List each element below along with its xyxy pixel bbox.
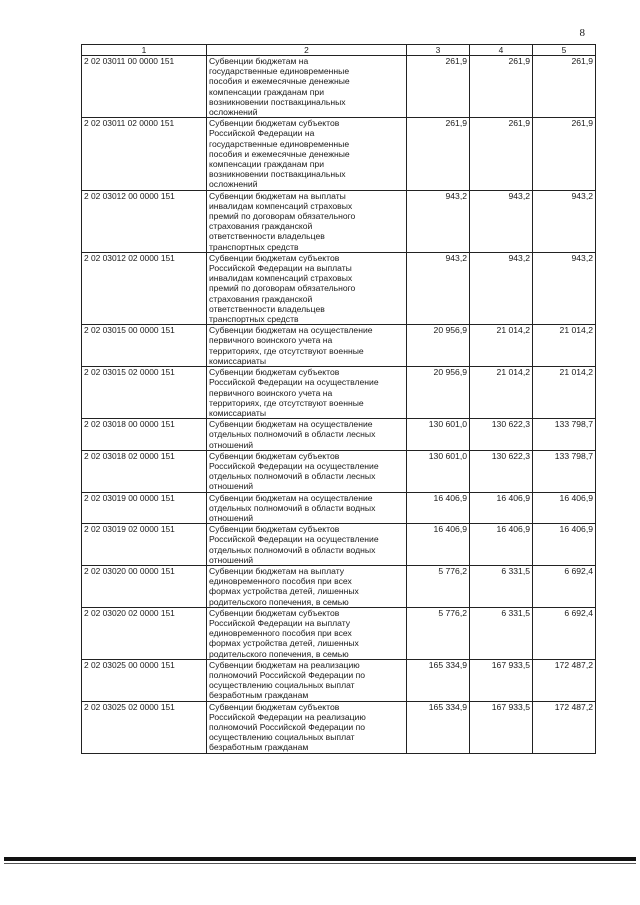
table-row — [82, 524, 596, 566]
budget-code: 2 02 03025 02 0000 151 — [82, 701, 207, 753]
income-name — [207, 524, 407, 566]
amount-v3: 261,9 — [407, 56, 470, 118]
income-name-line: Субвенции бюджетам на реализацию — [209, 659, 360, 670]
page-number: 8 — [579, 27, 585, 39]
table-body — [82, 56, 596, 754]
table-row — [82, 190, 596, 252]
income-name — [207, 492, 407, 524]
bottom-border-line-thin — [4, 863, 636, 864]
income-name-line: безработным гражданам — [209, 690, 309, 701]
amount-v4: 16 406,9 — [470, 492, 533, 524]
table-row — [82, 701, 596, 753]
income-name-line: отдельных полномочий в области водных — [209, 544, 376, 555]
amount-v5: 6 692,4 — [533, 607, 596, 659]
income-name-line: Субвенции бюджетам на выплаты — [209, 190, 346, 201]
amount-v3: 5 776,2 — [407, 565, 470, 607]
amount-v4: 167 933,5 — [470, 701, 533, 753]
income-name-line: Субвенции бюджетам на — [209, 56, 309, 66]
income-name-line: отдельных полномочий в области лесных — [209, 471, 376, 482]
income-name — [207, 367, 407, 419]
column-header: 3 — [407, 45, 470, 56]
amount-v3: 20 956,9 — [407, 325, 470, 367]
income-name-line: комиссариаты — [209, 407, 267, 418]
column-number-row — [82, 45, 596, 56]
budget-code: 2 02 03025 00 0000 151 — [82, 659, 207, 701]
income-name-line: осуществлению социальных выплат — [209, 732, 355, 743]
income-name-line: государственные единовременные — [209, 66, 350, 77]
table-row — [82, 565, 596, 607]
income-name-line: премий по договорам обязательного — [209, 283, 356, 294]
table-row — [82, 56, 596, 118]
income-name-line: Субвенции бюджетам на осуществление — [209, 325, 373, 336]
amount-v4: 21 014,2 — [470, 325, 533, 367]
table-row — [82, 252, 596, 324]
income-name-line: Российской Федерации на осуществление — [209, 377, 379, 388]
amount-v4: 167 933,5 — [470, 659, 533, 701]
income-name — [207, 450, 407, 492]
income-name-line: Субвенции бюджетам на осуществление — [209, 419, 373, 430]
amount-v3: 5 776,2 — [407, 607, 470, 659]
amount-v5: 261,9 — [533, 118, 596, 190]
amount-v3: 943,2 — [407, 252, 470, 324]
income-name-line: полномочий Российской Федерации по — [209, 669, 366, 680]
amount-v5: 943,2 — [533, 190, 596, 252]
income-name-line: государственные единовременные — [209, 138, 350, 149]
income-name-line: Субвенции бюджетам субъектов — [209, 701, 340, 712]
column-header: 5 — [533, 45, 596, 56]
budget-code: 2 02 03015 02 0000 151 — [82, 367, 207, 419]
income-name-line: осложнений — [209, 107, 258, 118]
income-name — [207, 607, 407, 659]
income-name-line: инвалидам компенсаций страховых — [209, 273, 353, 284]
income-name-line: отношений — [209, 439, 254, 450]
income-name — [207, 659, 407, 701]
income-name-line: транспортных средств — [209, 314, 299, 325]
amount-v3: 130 601,0 — [407, 450, 470, 492]
income-name-line: родительского попечения, в семью — [209, 648, 349, 659]
income-name-line: Субвенции бюджетам субъектов — [209, 607, 340, 618]
table-row — [82, 367, 596, 419]
income-name-line: инвалидам компенсаций страховых — [209, 200, 353, 211]
income-name-line: отдельных полномочий в области лесных — [209, 429, 376, 440]
income-name — [207, 701, 407, 753]
bottom-border-line — [4, 857, 636, 861]
income-name-line: Российской Федерации на — [209, 128, 315, 139]
table-row — [82, 492, 596, 524]
budget-table — [81, 44, 596, 754]
income-name-line: Российской Федерации на выплаты — [209, 263, 352, 274]
amount-v3: 20 956,9 — [407, 367, 470, 419]
income-name-line: территориях, где отсутствуют военные — [209, 345, 364, 356]
table-row — [82, 118, 596, 190]
income-name — [207, 56, 407, 118]
income-name-line: Российской Федерации на осуществление — [209, 534, 379, 545]
amount-v4: 6 331,5 — [470, 565, 533, 607]
income-name-line: Субвенции бюджетам субъектов — [209, 524, 340, 535]
amount-v4: 16 406,9 — [470, 524, 533, 566]
income-name — [207, 252, 407, 324]
table-row — [82, 607, 596, 659]
income-name-line: Российской Федерации на осуществление — [209, 460, 379, 471]
amount-v4: 21 014,2 — [470, 367, 533, 419]
amount-v5: 261,9 — [533, 56, 596, 118]
amount-v3: 165 334,9 — [407, 701, 470, 753]
income-name-line: Российской Федерации на выплату — [209, 617, 351, 628]
column-header: 1 — [82, 45, 207, 56]
income-name-line: возникновении поствакцинальных — [209, 169, 346, 180]
income-name-line: Субвенции бюджетам на осуществление — [209, 492, 373, 503]
amount-v5: 21 014,2 — [533, 367, 596, 419]
income-name-line: Российской Федерации на реализацию — [209, 711, 366, 722]
income-name-line: отношений — [209, 554, 254, 565]
amount-v5: 21 014,2 — [533, 325, 596, 367]
income-name-line: транспортных средств — [209, 241, 299, 252]
budget-code: 2 02 03020 02 0000 151 — [82, 607, 207, 659]
amount-v4: 130 622,3 — [470, 450, 533, 492]
income-name-line: отношений — [209, 481, 254, 492]
table-row — [82, 450, 596, 492]
amount-v5: 133 798,7 — [533, 450, 596, 492]
amount-v5: 943,2 — [533, 252, 596, 324]
income-name — [207, 118, 407, 190]
income-name — [207, 190, 407, 252]
income-name-line: возникновении поствакцинальных — [209, 96, 346, 107]
income-name-line: Субвенции бюджетам субъектов — [209, 252, 340, 263]
income-name-line: первичного воинского учета на — [209, 387, 333, 398]
budget-code: 2 02 03011 00 0000 151 — [82, 56, 207, 118]
income-name-line: отношений — [209, 512, 254, 523]
amount-v5: 172 487,2 — [533, 659, 596, 701]
income-name-line: ответственности владельцев — [209, 231, 325, 242]
amount-v4: 261,9 — [470, 56, 533, 118]
income-name-line: компенсации гражданам при — [209, 86, 325, 97]
budget-code: 2 02 03019 00 0000 151 — [82, 492, 207, 524]
amount-v5: 133 798,7 — [533, 419, 596, 451]
income-name-line: единовременного пособия при всех — [209, 628, 352, 639]
amount-v5: 172 487,2 — [533, 701, 596, 753]
amount-v5: 16 406,9 — [533, 524, 596, 566]
column-header: 2 — [207, 45, 407, 56]
income-name-line: Субвенции бюджетам на выплату — [209, 565, 345, 576]
income-name-line: формах устройства детей, лишенных — [209, 638, 359, 649]
amount-v5: 6 692,4 — [533, 565, 596, 607]
income-name-line: страхования гражданской — [209, 293, 313, 304]
amount-v4: 6 331,5 — [470, 607, 533, 659]
table-row — [82, 419, 596, 451]
budget-code: 2 02 03011 02 0000 151 — [82, 118, 207, 190]
budget-code: 2 02 03012 02 0000 151 — [82, 252, 207, 324]
income-name-line: осложнений — [209, 179, 258, 190]
budget-code: 2 02 03019 02 0000 151 — [82, 524, 207, 566]
amount-v3: 943,2 — [407, 190, 470, 252]
income-name-line: полномочий Российской Федерации по — [209, 722, 366, 732]
income-name-line: первичного воинского учета на — [209, 335, 333, 346]
income-name-line: комиссариаты — [209, 355, 267, 366]
income-name-line: безработным гражданам — [209, 742, 309, 753]
income-name-line: единовременного пособия при всех — [209, 576, 352, 587]
income-name-line: пособия и ежемесячные денежные — [209, 76, 350, 87]
amount-v4: 943,2 — [470, 252, 533, 324]
income-name-line: формах устройства детей, лишенных — [209, 586, 359, 597]
budget-code: 2 02 03020 00 0000 151 — [82, 565, 207, 607]
amount-v5: 16 406,9 — [533, 492, 596, 524]
budget-code: 2 02 03015 00 0000 151 — [82, 325, 207, 367]
budget-code: 2 02 03012 00 0000 151 — [82, 190, 207, 252]
amount-v4: 943,2 — [470, 190, 533, 252]
income-name-line: страхования гражданской — [209, 221, 313, 232]
amount-v3: 16 406,9 — [407, 524, 470, 566]
income-name — [207, 565, 407, 607]
table-row — [82, 325, 596, 367]
income-name-line: отдельных полномочий в области водных — [209, 502, 376, 513]
amount-v3: 165 334,9 — [407, 659, 470, 701]
income-name — [207, 419, 407, 451]
income-name — [207, 325, 407, 367]
amount-v3: 261,9 — [407, 118, 470, 190]
table-row — [82, 659, 596, 701]
column-header: 4 — [470, 45, 533, 56]
income-name-line: родительского попечения, в семью — [209, 596, 349, 607]
income-name-line: компенсации гражданам при — [209, 159, 325, 170]
budget-code: 2 02 03018 02 0000 151 — [82, 450, 207, 492]
amount-v4: 130 622,3 — [470, 419, 533, 451]
amount-v3: 130 601,0 — [407, 419, 470, 451]
income-name-line: Субвенции бюджетам субъектов — [209, 367, 340, 378]
budget-code: 2 02 03018 00 0000 151 — [82, 419, 207, 451]
income-name-line: ответственности владельцев — [209, 303, 325, 314]
amount-v3: 16 406,9 — [407, 492, 470, 524]
income-name-line: Субвенции бюджетам субъектов — [209, 118, 340, 129]
amount-v4: 261,9 — [470, 118, 533, 190]
income-name-line: территориях, где отсутствуют военные — [209, 397, 364, 408]
income-name-line: осуществлению социальных выплат — [209, 680, 355, 691]
income-name-line: Субвенции бюджетам субъектов — [209, 450, 340, 461]
income-name-line: премий по договорам обязательного — [209, 211, 356, 222]
income-name-line: пособия и ежемесячные денежные — [209, 148, 350, 159]
